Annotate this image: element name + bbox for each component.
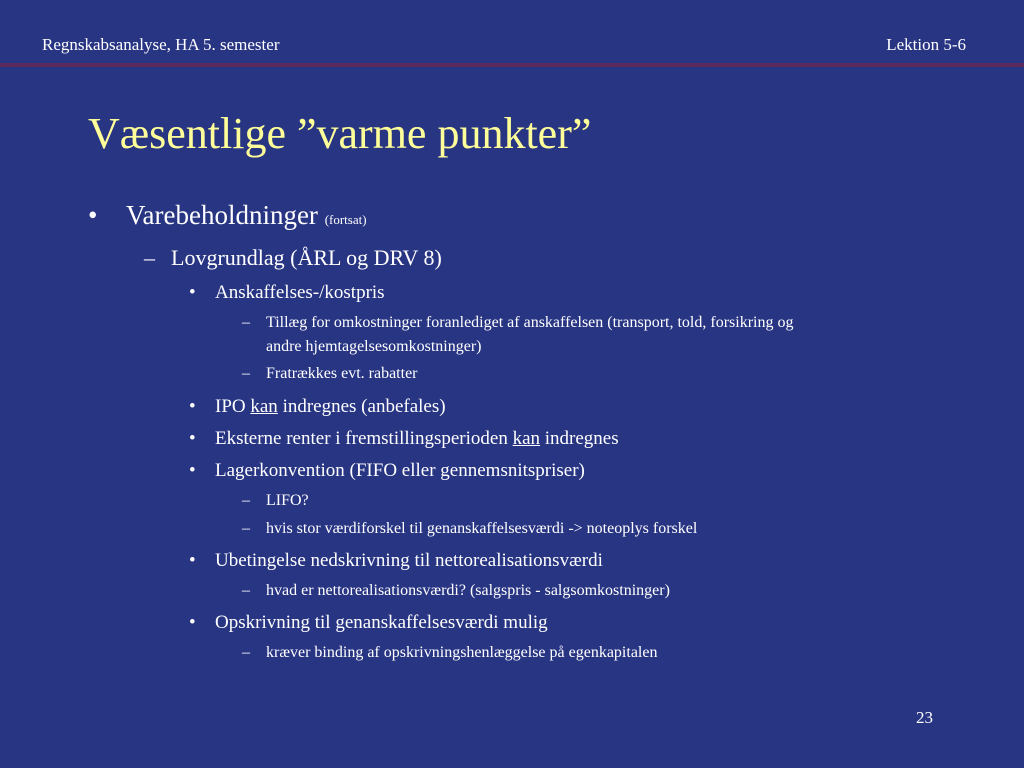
bullet-text: Varebeholdninger bbox=[126, 200, 318, 230]
subitem-nettorealisation: hvad er nettorealisationsværdi? (salgspris - salgsomkostninger) bbox=[266, 582, 670, 599]
page-number: 23 bbox=[916, 708, 933, 727]
bullet-marker: • bbox=[189, 612, 196, 633]
subitem-binding: kræver binding af opskrivningshenlæggelse på egenkapitalen bbox=[266, 644, 658, 661]
subitem-lifo: LIFO? bbox=[266, 492, 309, 509]
bullet-marker: • bbox=[189, 550, 196, 571]
slide-title: Væsentlige ”varme punkter” bbox=[88, 109, 592, 158]
slide-header-right: Lektion 5-6 bbox=[886, 35, 966, 54]
dash-marker: – bbox=[144, 245, 155, 270]
bullet-marker: • bbox=[88, 200, 98, 230]
text-segment: Eksterne renter i fremstillingsperioden bbox=[215, 428, 513, 449]
dash-marker: – bbox=[242, 314, 250, 331]
bullet-marker: • bbox=[189, 428, 196, 449]
subitem-fratraekkes: Fratrækkes evt. rabatter bbox=[266, 365, 418, 382]
dash-marker: – bbox=[242, 644, 250, 661]
bullet-note: (fortsat) bbox=[324, 212, 367, 227]
bullet-marker: • bbox=[189, 460, 196, 481]
dash-marker: – bbox=[242, 520, 250, 537]
slide-header-left: Regnskabsanalyse, HA 5. semester bbox=[42, 35, 280, 54]
subitem-opskrivning: Opskrivning til genanskaffelsesværdi mulig bbox=[215, 612, 548, 633]
dash-marker: – bbox=[242, 582, 250, 599]
underlined-word: kan bbox=[250, 396, 278, 417]
subitem-vaerdiforskel: hvis stor værdiforskel til genanskaffelsesværdi -> noteoplys forskel bbox=[266, 520, 698, 537]
bullet-marker: • bbox=[189, 282, 196, 303]
underlined-word: kan bbox=[512, 428, 541, 449]
dash-marker: – bbox=[242, 365, 250, 382]
bullet-varebeholdninger bbox=[126, 200, 367, 231]
subitem-lovgrundlag: Lovgrundlag (ÅRL og DRV 8) bbox=[171, 245, 442, 270]
subitem-tillaeg-line2: andre hjemtagelsesomkostninger) bbox=[266, 338, 482, 355]
subitem-ipo bbox=[215, 396, 446, 418]
text-segment: IPO bbox=[215, 396, 251, 417]
text-segment: indregnes bbox=[540, 428, 619, 449]
text-segment: indregnes (anbefales) bbox=[277, 396, 446, 417]
subitem-anskaffelses: Anskaffelses-/kostpris bbox=[215, 282, 385, 303]
subitem-nedskrivning: Ubetingelse nedskrivning til nettorealisationsværdi bbox=[215, 550, 603, 571]
subitem-eksterne-renter bbox=[215, 428, 619, 450]
subitem-lagerkonvention: Lagerkonvention (FIFO eller gennemsnitspriser) bbox=[215, 460, 585, 481]
dash-marker: – bbox=[242, 492, 250, 509]
subitem-tillaeg-line1: Tillæg for omkostninger foranlediget af anskaffelsen (transport, told, forsikring og bbox=[266, 314, 794, 331]
bullet-marker: • bbox=[189, 396, 196, 417]
